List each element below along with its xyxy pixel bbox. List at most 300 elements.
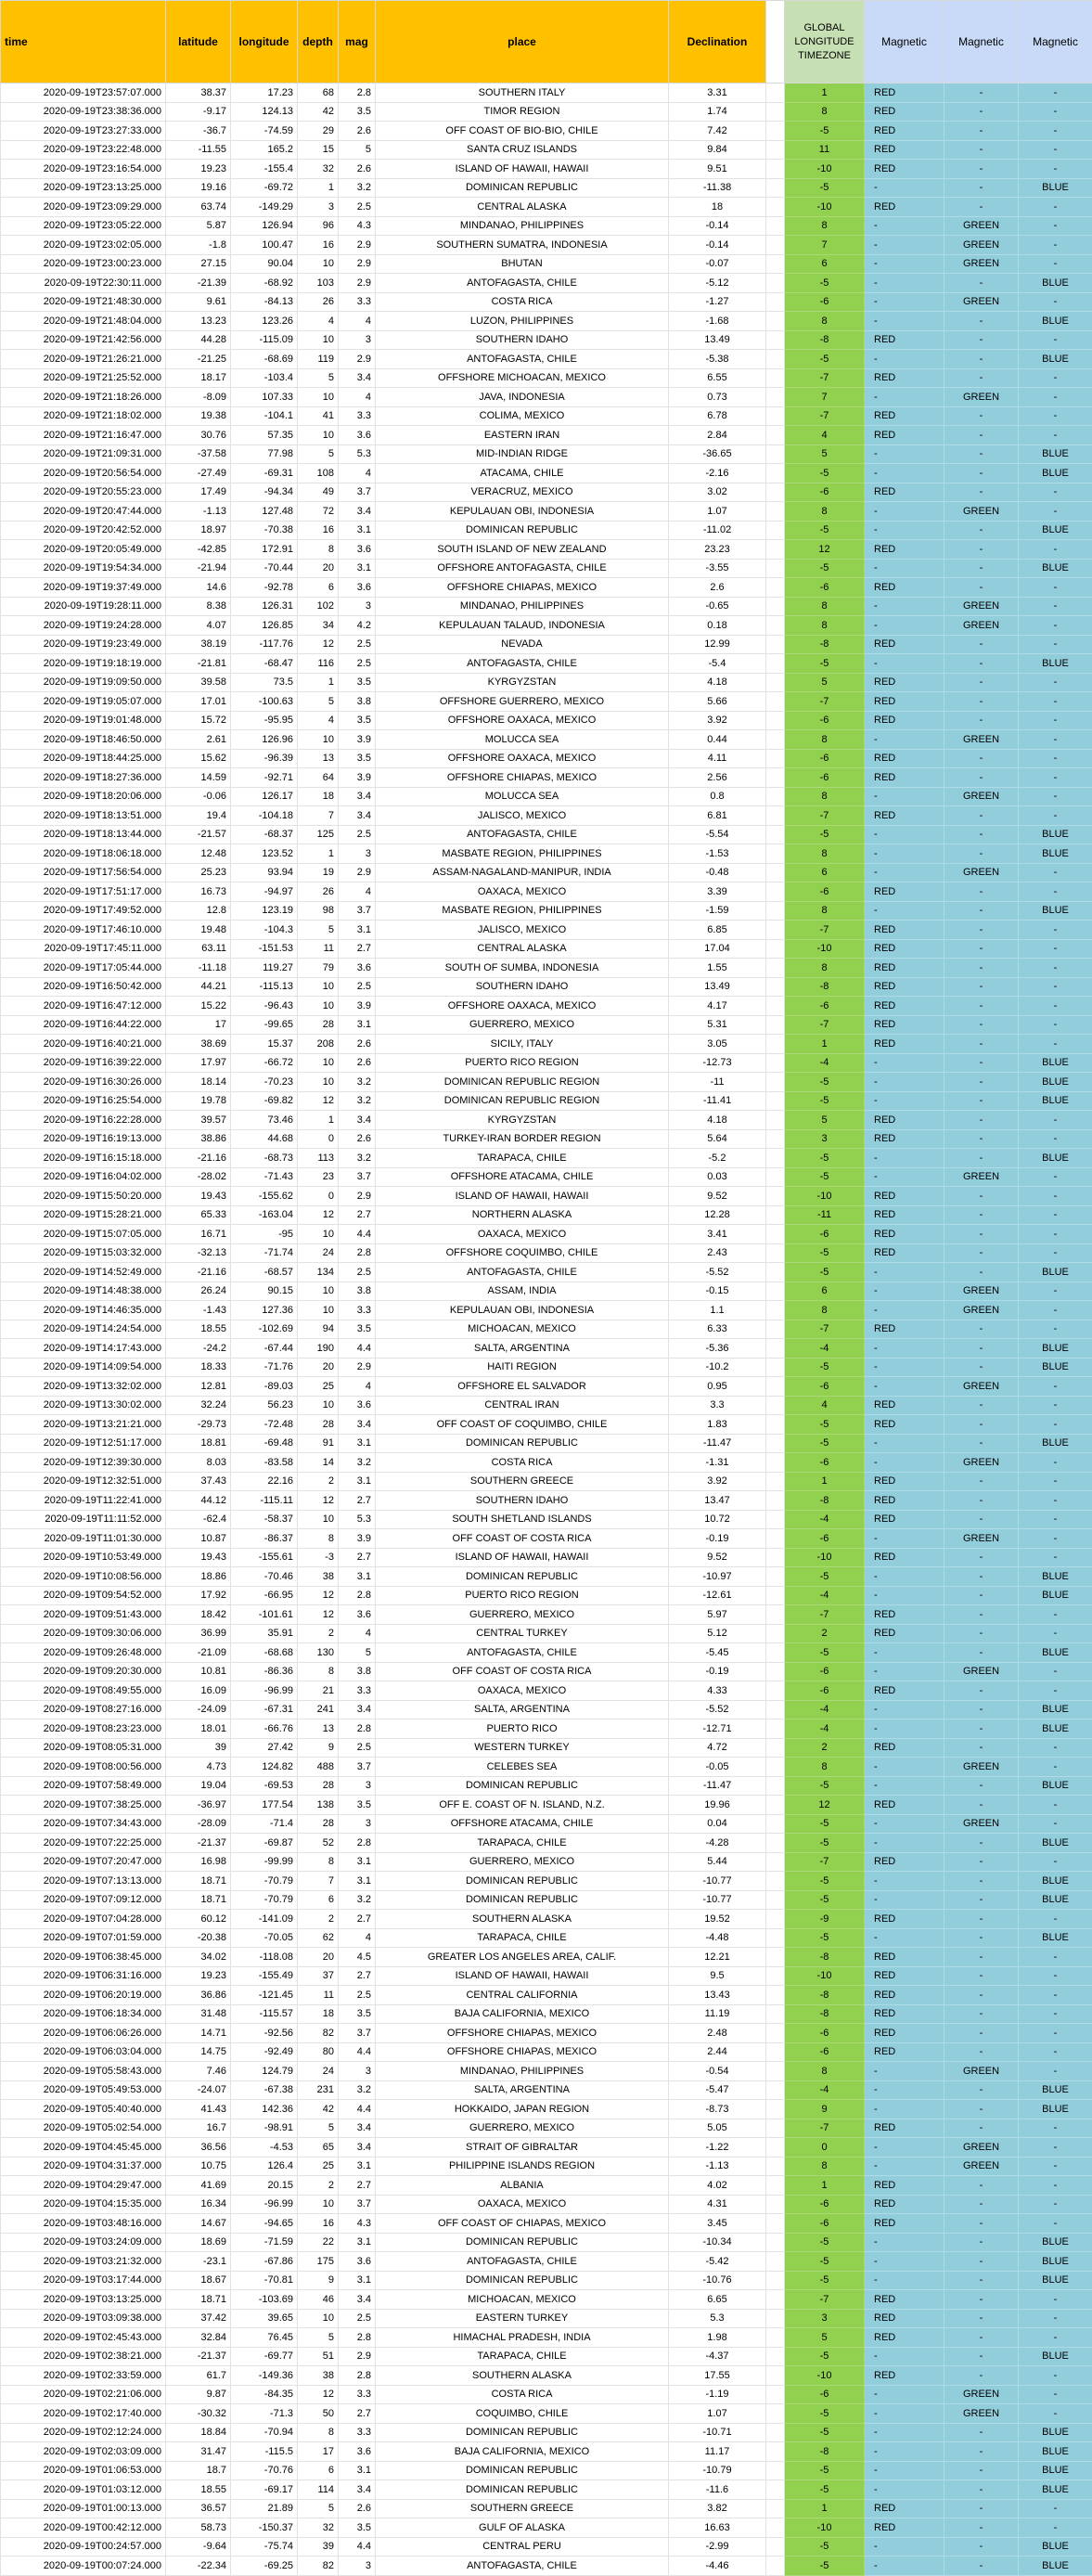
cell-magnetic-green[interactable]: - <box>944 1053 1019 1073</box>
cell-timezone[interactable]: -7 <box>785 2119 865 2138</box>
cell-latitude[interactable]: 18.42 <box>166 1605 231 1625</box>
cell-declination[interactable]: -5.2 <box>669 1149 766 1168</box>
cell-depth[interactable]: 34 <box>298 616 339 636</box>
cell-depth[interactable]: 94 <box>298 1320 339 1339</box>
cell-mag[interactable]: 3.7 <box>339 2195 376 2214</box>
cell-magnetic-red[interactable]: RED <box>865 2309 944 2328</box>
cell-place[interactable]: SOUTHERN ALASKA <box>376 2366 669 2386</box>
cell-magnetic-blue[interactable]: BLUE <box>1019 1928 1092 1948</box>
cell-empty[interactable] <box>766 1111 785 1130</box>
cell-magnetic-green[interactable]: - <box>944 1948 1019 1967</box>
cell-time[interactable]: 2020-09-19T01:00:13.000 <box>1 2499 166 2518</box>
cell-mag[interactable]: 3.9 <box>339 768 376 788</box>
cell-timezone[interactable]: -6 <box>785 2195 865 2214</box>
table-row[interactable] <box>1 2252 1092 2272</box>
table-row[interactable] <box>1 901 1092 921</box>
cell-magnetic-red[interactable]: - <box>865 2461 944 2480</box>
cell-magnetic-blue[interactable]: BLUE <box>1019 2347 1092 2366</box>
cell-timezone[interactable]: -5 <box>785 1643 865 1663</box>
cell-empty[interactable] <box>766 2290 785 2310</box>
cell-longitude[interactable]: -71.4 <box>231 1814 298 1834</box>
cell-timezone[interactable]: -11 <box>785 1205 865 1225</box>
cell-time[interactable]: 2020-09-19T07:09:12.000 <box>1 1890 166 1910</box>
cell-magnetic-red[interactable]: RED <box>865 997 944 1016</box>
cell-magnetic-red[interactable]: - <box>865 654 944 674</box>
table-row[interactable] <box>1 1852 1092 1872</box>
cell-timezone[interactable]: -5 <box>785 521 865 540</box>
cell-mag[interactable]: 2.5 <box>339 198 376 217</box>
cell-timezone[interactable]: -8 <box>785 1948 865 1967</box>
cell-magnetic-red[interactable]: - <box>865 1928 944 1948</box>
cell-magnetic-red[interactable]: - <box>865 1358 944 1377</box>
cell-empty[interactable] <box>766 1548 785 1567</box>
cell-latitude[interactable]: 39 <box>166 1738 231 1758</box>
cell-declination[interactable]: 0.18 <box>669 616 766 636</box>
cell-timezone[interactable]: -8 <box>785 2004 865 2024</box>
cell-magnetic-blue[interactable]: BLUE <box>1019 2233 1092 2252</box>
cell-magnetic-blue[interactable]: - <box>1019 882 1092 902</box>
cell-declination[interactable]: 2.43 <box>669 1243 766 1263</box>
cell-depth[interactable]: 6 <box>298 1890 339 1910</box>
cell-depth[interactable]: 8 <box>298 2423 339 2442</box>
cell-magnetic-red[interactable]: - <box>865 274 944 293</box>
cell-time[interactable]: 2020-09-19T10:53:49.000 <box>1 1548 166 1567</box>
table-row[interactable] <box>1 2309 1092 2328</box>
cell-time[interactable]: 2020-09-19T08:49:55.000 <box>1 1681 166 1701</box>
cell-magnetic-red[interactable]: - <box>865 1149 944 1168</box>
header-longitude[interactable]: longitude <box>231 1 298 84</box>
cell-latitude[interactable]: 15.62 <box>166 749 231 768</box>
cell-latitude[interactable]: 10.75 <box>166 2157 231 2176</box>
cell-place[interactable]: TURKEY-IRAN BORDER REGION <box>376 1129 669 1149</box>
cell-magnetic-blue[interactable]: BLUE <box>1019 844 1092 864</box>
cell-place[interactable]: GUERRERO, MEXICO <box>376 1605 669 1625</box>
table-row[interactable] <box>1 178 1092 198</box>
cell-declination[interactable]: -1.53 <box>669 844 766 864</box>
cell-magnetic-red[interactable]: - <box>865 1301 944 1320</box>
cell-time[interactable]: 2020-09-19T07:13:13.000 <box>1 1872 166 1891</box>
cell-latitude[interactable]: -9.17 <box>166 102 231 122</box>
cell-declination[interactable]: 2.56 <box>669 768 766 788</box>
cell-declination[interactable]: 9.52 <box>669 1187 766 1206</box>
cell-time[interactable]: 2020-09-19T23:16:54.000 <box>1 160 166 179</box>
cell-place[interactable]: SOUTH OF SUMBA, INDONESIA <box>376 959 669 978</box>
cell-mag[interactable]: 3.7 <box>339 901 376 921</box>
cell-depth[interactable]: 14 <box>298 1453 339 1473</box>
cell-magnetic-blue[interactable]: - <box>1019 1624 1092 1643</box>
cell-latitude[interactable]: 36.99 <box>166 1624 231 1643</box>
cell-longitude[interactable]: 123.19 <box>231 901 298 921</box>
table-row[interactable] <box>1 2328 1092 2348</box>
cell-latitude[interactable]: -21.39 <box>166 274 231 293</box>
cell-timezone[interactable]: 8 <box>785 2157 865 2176</box>
cell-magnetic-blue[interactable]: BLUE <box>1019 1091 1092 1111</box>
cell-magnetic-blue[interactable]: - <box>1019 426 1092 445</box>
cell-place[interactable]: OFFSHORE ATACAMA, CHILE <box>376 1814 669 1834</box>
cell-place[interactable]: GUERRERO, MEXICO <box>376 1015 669 1035</box>
cell-longitude[interactable]: -150.37 <box>231 2518 298 2538</box>
cell-longitude[interactable]: -68.57 <box>231 1263 298 1282</box>
cell-declination[interactable]: 7.42 <box>669 122 766 141</box>
cell-magnetic-red[interactable]: - <box>865 350 944 369</box>
table-row[interactable] <box>1 1339 1092 1359</box>
cell-declination[interactable]: -0.19 <box>669 1662 766 1681</box>
cell-timezone[interactable]: -6 <box>785 483 865 502</box>
cell-longitude[interactable]: -101.61 <box>231 1605 298 1625</box>
cell-time[interactable]: 2020-09-19T22:30:11.000 <box>1 274 166 293</box>
cell-empty[interactable] <box>766 84 785 103</box>
cell-place[interactable]: SOUTHERN IDAHO <box>376 977 669 997</box>
cell-time[interactable]: 2020-09-19T17:49:52.000 <box>1 901 166 921</box>
table-row[interactable] <box>1 1453 1092 1473</box>
table-row[interactable] <box>1 1415 1092 1435</box>
table-row[interactable] <box>1 1872 1092 1891</box>
cell-timezone[interactable]: -6 <box>785 1225 865 1244</box>
cell-declination[interactable]: 4.33 <box>669 1681 766 1701</box>
cell-empty[interactable] <box>766 578 785 598</box>
cell-time[interactable]: 2020-09-19T14:09:54.000 <box>1 1358 166 1377</box>
cell-timezone[interactable]: -5 <box>785 1091 865 1111</box>
cell-magnetic-green[interactable]: - <box>944 1187 1019 1206</box>
cell-latitude[interactable]: -8.09 <box>166 388 231 407</box>
cell-empty[interactable] <box>766 236 785 255</box>
cell-depth[interactable]: 241 <box>298 1700 339 1719</box>
cell-time[interactable]: 2020-09-19T20:05:49.000 <box>1 540 166 560</box>
cell-declination[interactable]: 6.85 <box>669 921 766 940</box>
cell-empty[interactable] <box>766 1872 785 1891</box>
cell-magnetic-green[interactable]: - <box>944 921 1019 940</box>
cell-mag[interactable]: 4.3 <box>339 2214 376 2234</box>
cell-mag[interactable]: 2.7 <box>339 2404 376 2424</box>
cell-magnetic-green[interactable]: - <box>944 274 1019 293</box>
cell-longitude[interactable]: 21.89 <box>231 2499 298 2518</box>
table-row[interactable] <box>1 1586 1092 1605</box>
cell-latitude[interactable]: 17 <box>166 1015 231 1035</box>
cell-empty[interactable] <box>766 1129 785 1149</box>
cell-magnetic-green[interactable]: - <box>944 1605 1019 1625</box>
cell-depth[interactable]: 50 <box>298 2404 339 2424</box>
cell-magnetic-green[interactable]: - <box>944 768 1019 788</box>
cell-longitude[interactable]: -104.1 <box>231 406 298 426</box>
cell-magnetic-blue[interactable]: - <box>1019 1205 1092 1225</box>
cell-magnetic-red[interactable]: RED <box>865 540 944 560</box>
cell-latitude[interactable]: 38.69 <box>166 1035 231 1054</box>
cell-time[interactable]: 2020-09-19T23:00:23.000 <box>1 254 166 274</box>
cell-longitude[interactable]: -115.09 <box>231 330 298 350</box>
cell-time[interactable]: 2020-09-19T19:37:49.000 <box>1 578 166 598</box>
table-row[interactable] <box>1 444 1092 464</box>
cell-timezone[interactable]: 8 <box>785 959 865 978</box>
cell-time[interactable]: 2020-09-19T16:25:54.000 <box>1 1091 166 1111</box>
cell-timezone[interactable]: -5 <box>785 825 865 844</box>
cell-time[interactable]: 2020-09-19T02:45:43.000 <box>1 2328 166 2348</box>
cell-timezone[interactable]: -6 <box>785 1377 865 1397</box>
cell-place[interactable]: OFFSHORE OAXACA, MEXICO <box>376 997 669 1016</box>
cell-magnetic-green[interactable]: GREEN <box>944 1167 1019 1187</box>
cell-longitude[interactable]: -92.49 <box>231 2042 298 2062</box>
cell-magnetic-blue[interactable]: - <box>1019 2004 1092 2024</box>
cell-declination[interactable]: -11.41 <box>669 1091 766 1111</box>
cell-depth[interactable]: 64 <box>298 768 339 788</box>
table-row[interactable] <box>1 464 1092 483</box>
cell-empty[interactable] <box>766 1339 785 1359</box>
cell-longitude[interactable]: -121.45 <box>231 1986 298 2005</box>
cell-latitude[interactable]: -21.94 <box>166 559 231 578</box>
cell-place[interactable]: DOMINICAN REPUBLIC <box>376 178 669 198</box>
cell-magnetic-blue[interactable]: - <box>1019 1129 1092 1149</box>
cell-magnetic-red[interactable]: RED <box>865 2176 944 2196</box>
cell-time[interactable]: 2020-09-19T23:13:25.000 <box>1 178 166 198</box>
cell-empty[interactable] <box>766 198 785 217</box>
cell-magnetic-red[interactable]: - <box>865 901 944 921</box>
cell-time[interactable]: 2020-09-19T05:49:53.000 <box>1 2080 166 2100</box>
cell-longitude[interactable]: 90.15 <box>231 1282 298 1301</box>
cell-mag[interactable]: 3.5 <box>339 1796 376 1815</box>
cell-mag[interactable]: 3.1 <box>339 2271 376 2290</box>
cell-mag[interactable]: 3.6 <box>339 426 376 445</box>
cell-empty[interactable] <box>766 1928 785 1948</box>
cell-magnetic-green[interactable]: - <box>944 1986 1019 2005</box>
cell-mag[interactable]: 2.5 <box>339 1986 376 2005</box>
cell-magnetic-green[interactable]: - <box>944 1091 1019 1111</box>
cell-timezone[interactable]: -7 <box>785 806 865 826</box>
cell-time[interactable]: 2020-09-19T18:13:51.000 <box>1 806 166 826</box>
cell-empty[interactable] <box>766 483 785 502</box>
cell-magnetic-green[interactable]: - <box>944 521 1019 540</box>
cell-magnetic-blue[interactable]: - <box>1019 1948 1092 1967</box>
cell-magnetic-blue[interactable]: BLUE <box>1019 521 1092 540</box>
cell-longitude[interactable]: 93.94 <box>231 863 298 882</box>
cell-magnetic-red[interactable]: RED <box>865 1510 944 1529</box>
cell-empty[interactable] <box>766 1491 785 1511</box>
cell-magnetic-red[interactable]: - <box>865 1434 944 1453</box>
cell-depth[interactable]: 12 <box>298 1091 339 1111</box>
cell-latitude[interactable]: 61.7 <box>166 2366 231 2386</box>
cell-magnetic-blue[interactable]: - <box>1019 1396 1092 1415</box>
cell-declination[interactable]: 6.33 <box>669 1320 766 1339</box>
cell-empty[interactable] <box>766 122 785 141</box>
cell-time[interactable]: 2020-09-19T11:01:30.000 <box>1 1529 166 1549</box>
cell-place[interactable]: DOMINICAN REPUBLIC <box>376 1567 669 1587</box>
cell-timezone[interactable]: -10 <box>785 1548 865 1567</box>
cell-mag[interactable]: 5 <box>339 140 376 160</box>
cell-timezone[interactable]: -7 <box>785 368 865 388</box>
cell-declination[interactable]: -0.05 <box>669 1758 766 1777</box>
cell-magnetic-blue[interactable]: BLUE <box>1019 2480 1092 2500</box>
cell-latitude[interactable]: 65.33 <box>166 1205 231 1225</box>
cell-magnetic-blue[interactable]: - <box>1019 2119 1092 2138</box>
cell-depth[interactable]: 5 <box>298 692 339 712</box>
cell-magnetic-red[interactable]: RED <box>865 2290 944 2310</box>
cell-mag[interactable]: 3.4 <box>339 2119 376 2138</box>
cell-magnetic-green[interactable]: - <box>944 2176 1019 2196</box>
cell-magnetic-green[interactable]: - <box>944 140 1019 160</box>
cell-magnetic-red[interactable]: RED <box>865 749 944 768</box>
cell-magnetic-blue[interactable]: - <box>1019 1301 1092 1320</box>
cell-latitude[interactable]: 34.02 <box>166 1948 231 1967</box>
cell-magnetic-red[interactable]: RED <box>865 1966 944 1986</box>
cell-mag[interactable]: 4 <box>339 1928 376 1948</box>
cell-empty[interactable] <box>766 350 785 369</box>
cell-mag[interactable]: 3.3 <box>339 1681 376 1701</box>
cell-place[interactable]: DOMINICAN REPUBLIC <box>376 521 669 540</box>
cell-mag[interactable]: 3.3 <box>339 406 376 426</box>
cell-depth[interactable]: 15 <box>298 140 339 160</box>
cell-empty[interactable] <box>766 921 785 940</box>
cell-magnetic-green[interactable]: - <box>944 2423 1019 2442</box>
cell-magnetic-blue[interactable]: BLUE <box>1019 2271 1092 2290</box>
cell-empty[interactable] <box>766 2062 785 2081</box>
cell-time[interactable]: 2020-09-19T00:42:12.000 <box>1 2518 166 2538</box>
cell-time[interactable]: 2020-09-19T13:32:02.000 <box>1 1377 166 1397</box>
cell-longitude[interactable]: 100.47 <box>231 236 298 255</box>
cell-magnetic-red[interactable]: - <box>865 1091 944 1111</box>
table-row[interactable] <box>1 1358 1092 1377</box>
cell-time[interactable]: 2020-09-19T10:08:56.000 <box>1 1567 166 1587</box>
cell-magnetic-blue[interactable]: - <box>1019 1187 1092 1206</box>
cell-depth[interactable]: 25 <box>298 1377 339 1397</box>
cell-longitude[interactable]: -70.44 <box>231 559 298 578</box>
cell-mag[interactable]: 3 <box>339 597 376 616</box>
cell-timezone[interactable]: -5 <box>785 464 865 483</box>
cell-magnetic-red[interactable]: RED <box>865 483 944 502</box>
cell-timezone[interactable]: 8 <box>785 901 865 921</box>
cell-place[interactable]: ISLAND OF HAWAII, HAWAII <box>376 1966 669 1986</box>
cell-magnetic-red[interactable]: - <box>865 2157 944 2176</box>
cell-magnetic-blue[interactable]: - <box>1019 1510 1092 1529</box>
cell-mag[interactable]: 3.6 <box>339 2442 376 2462</box>
cell-mag[interactable]: 3.1 <box>339 1015 376 1035</box>
cell-time[interactable]: 2020-09-19T06:06:26.000 <box>1 2024 166 2043</box>
cell-magnetic-blue[interactable]: BLUE <box>1019 1586 1092 1605</box>
cell-depth[interactable]: 52 <box>298 1834 339 1853</box>
cell-place[interactable]: ANTOFAGASTA, CHILE <box>376 2252 669 2272</box>
cell-magnetic-blue[interactable]: - <box>1019 2404 1092 2424</box>
table-row[interactable] <box>1 1301 1092 1320</box>
cell-mag[interactable]: 2.8 <box>339 84 376 103</box>
cell-longitude[interactable]: -94.65 <box>231 2214 298 2234</box>
cell-timezone[interactable]: -5 <box>785 1358 865 1377</box>
cell-mag[interactable]: 2.5 <box>339 635 376 654</box>
cell-time[interactable]: 2020-09-19T09:51:43.000 <box>1 1605 166 1625</box>
cell-declination[interactable]: 1.55 <box>669 959 766 978</box>
cell-place[interactable]: ISLAND OF HAWAII, HAWAII <box>376 1548 669 1567</box>
cell-timezone[interactable]: -4 <box>785 1339 865 1359</box>
table-row[interactable] <box>1 959 1092 978</box>
cell-mag[interactable]: 3 <box>339 2062 376 2081</box>
cell-latitude[interactable]: 19.4 <box>166 806 231 826</box>
cell-magnetic-blue[interactable]: - <box>1019 1377 1092 1397</box>
cell-magnetic-blue[interactable]: - <box>1019 768 1092 788</box>
header-time[interactable]: time <box>1 1 166 84</box>
cell-timezone[interactable]: -6 <box>785 882 865 902</box>
cell-empty[interactable] <box>766 1167 785 1187</box>
cell-mag[interactable]: 3.1 <box>339 521 376 540</box>
cell-declination[interactable]: -1.22 <box>669 2138 766 2157</box>
cell-longitude[interactable]: 44.68 <box>231 1129 298 1149</box>
cell-longitude[interactable]: -68.68 <box>231 1643 298 1663</box>
cell-place[interactable]: OFFSHORE CHIAPAS, MEXICO <box>376 2024 669 2043</box>
cell-magnetic-blue[interactable]: BLUE <box>1019 654 1092 674</box>
cell-magnetic-blue[interactable]: - <box>1019 2499 1092 2518</box>
cell-mag[interactable]: 4.2 <box>339 616 376 636</box>
cell-magnetic-red[interactable]: - <box>865 1263 944 1282</box>
cell-magnetic-red[interactable]: - <box>865 597 944 616</box>
header-timezone[interactable] <box>785 1 865 84</box>
cell-depth[interactable]: 12 <box>298 1605 339 1625</box>
cell-timezone[interactable]: -6 <box>785 711 865 730</box>
cell-magnetic-blue[interactable]: - <box>1019 1225 1092 1244</box>
cell-latitude[interactable]: 15.72 <box>166 711 231 730</box>
cell-timezone[interactable]: -4 <box>785 1053 865 1073</box>
cell-magnetic-red[interactable]: - <box>865 1586 944 1605</box>
cell-timezone[interactable]: 8 <box>785 102 865 122</box>
cell-empty[interactable] <box>766 1453 785 1473</box>
cell-mag[interactable]: 2.8 <box>339 2366 376 2386</box>
cell-timezone[interactable]: -4 <box>785 2080 865 2100</box>
cell-timezone[interactable]: 1 <box>785 2176 865 2196</box>
cell-time[interactable]: 2020-09-19T15:03:32.000 <box>1 1243 166 1263</box>
cell-longitude[interactable]: -96.99 <box>231 2195 298 2214</box>
table-row[interactable] <box>1 882 1092 902</box>
cell-longitude[interactable]: -68.69 <box>231 350 298 369</box>
cell-place[interactable]: EASTERN IRAN <box>376 426 669 445</box>
cell-declination[interactable]: -5.42 <box>669 2252 766 2272</box>
cell-magnetic-blue[interactable]: BLUE <box>1019 1890 1092 1910</box>
cell-time[interactable]: 2020-09-19T02:17:40.000 <box>1 2404 166 2424</box>
table-row[interactable] <box>1 1187 1092 1206</box>
cell-magnetic-blue[interactable]: - <box>1019 1796 1092 1815</box>
cell-magnetic-red[interactable]: - <box>865 2442 944 2462</box>
cell-latitude[interactable]: 14.59 <box>166 768 231 788</box>
cell-empty[interactable] <box>766 692 785 712</box>
cell-timezone[interactable]: -6 <box>785 749 865 768</box>
cell-timezone[interactable]: -6 <box>785 2385 865 2404</box>
cell-depth[interactable]: 134 <box>298 1263 339 1282</box>
cell-time[interactable]: 2020-09-19T04:45:45.000 <box>1 2138 166 2157</box>
cell-time[interactable]: 2020-09-19T21:16:47.000 <box>1 426 166 445</box>
cell-place[interactable]: HAITI REGION <box>376 1358 669 1377</box>
cell-longitude[interactable]: -86.36 <box>231 1662 298 1681</box>
cell-magnetic-green[interactable]: - <box>944 2366 1019 2386</box>
cell-magnetic-blue[interactable]: - <box>1019 406 1092 426</box>
cell-latitude[interactable]: 44.21 <box>166 977 231 997</box>
cell-timezone[interactable]: -6 <box>785 1681 865 1701</box>
cell-magnetic-blue[interactable]: - <box>1019 1548 1092 1567</box>
cell-mag[interactable]: 3.3 <box>339 292 376 312</box>
table-row[interactable] <box>1 749 1092 768</box>
cell-magnetic-red[interactable]: RED <box>865 140 944 160</box>
cell-declination[interactable]: 12.99 <box>669 635 766 654</box>
cell-magnetic-red[interactable]: RED <box>865 1187 944 1206</box>
cell-magnetic-red[interactable]: RED <box>865 635 944 654</box>
cell-timezone[interactable]: -9 <box>785 1910 865 1929</box>
cell-time[interactable]: 2020-09-19T12:39:30.000 <box>1 1453 166 1473</box>
cell-depth[interactable]: 19 <box>298 863 339 882</box>
cell-declination[interactable]: -10.97 <box>669 1567 766 1587</box>
cell-mag[interactable]: 3.2 <box>339 1073 376 1092</box>
cell-depth[interactable]: 10 <box>298 1053 339 1073</box>
cell-declination[interactable]: 0.95 <box>669 1377 766 1397</box>
cell-mag[interactable]: 2.5 <box>339 654 376 674</box>
cell-longitude[interactable]: 124.79 <box>231 2062 298 2081</box>
cell-place[interactable]: ANTOFAGASTA, CHILE <box>376 350 669 369</box>
cell-magnetic-blue[interactable]: BLUE <box>1019 1719 1092 1739</box>
cell-latitude[interactable]: 37.42 <box>166 2309 231 2328</box>
cell-magnetic-blue[interactable]: - <box>1019 1605 1092 1625</box>
cell-timezone[interactable]: -5 <box>785 1149 865 1168</box>
cell-declination[interactable]: -0.19 <box>669 1529 766 1549</box>
